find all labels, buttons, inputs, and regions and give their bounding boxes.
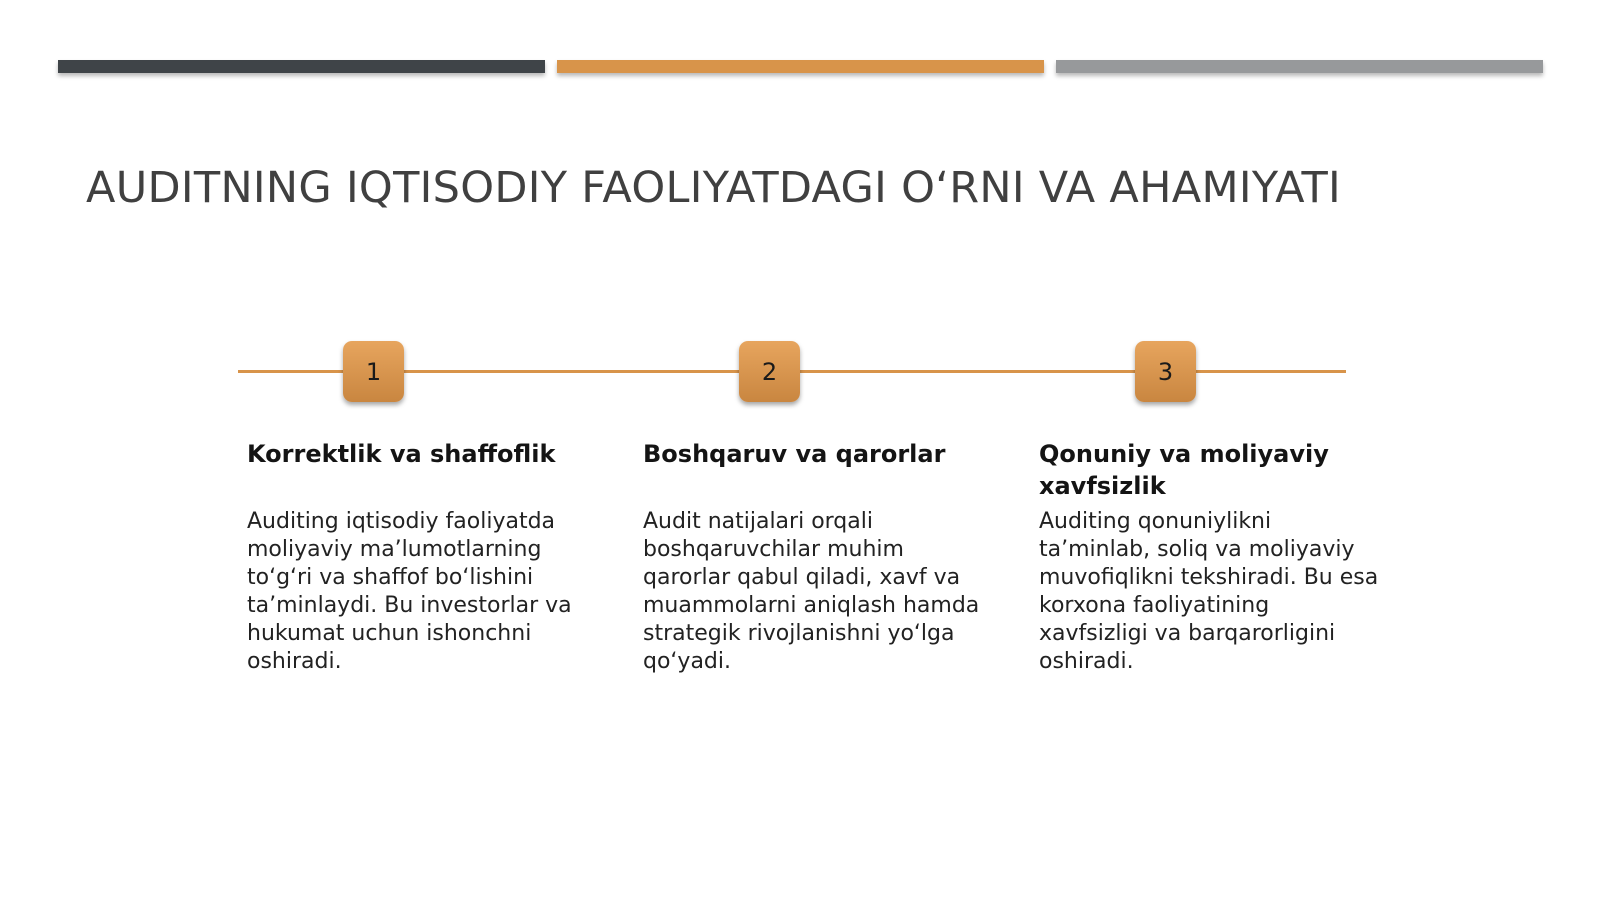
step-heading: Qonuniy va moliyaviy xavfsizlik	[1039, 440, 1329, 500]
step-description: Auditing qonuniylikni ta’minlab, soliq va moliyaviy muvofiqlikni tekshiradi. Bu esa korxona faoliyatining xavfsizligi va barqarorligini oshiradi.	[1039, 509, 1379, 674]
step-badge-3: 3	[1135, 341, 1196, 402]
step-badge-2: 2	[739, 341, 800, 402]
step-description: Audit natijalari orqali boshqaruvchilar muhim qarorlar qabul qiladi, xavf va muammolarni aniqlash hamda strategik rivojlanishni yo‘lga qo‘yadi.	[643, 509, 980, 674]
header-bar-gray	[1056, 60, 1543, 73]
header-bar-accent	[557, 60, 1044, 73]
step-description: Auditing iqtisodiy faoliyatda moliyaviy ma’lumotlarning to‘g‘ri va shaffof bo‘lishini ta’minlaydi. Bu investorlar va hukumat uchun ishonchni oshiradi.	[247, 509, 572, 674]
step-column-3	[1039, 438, 1379, 676]
step-badge-1: 1	[343, 341, 404, 402]
step-column-1	[247, 438, 587, 676]
step-heading: Boshqaruv va qarorlar	[643, 440, 946, 468]
slide-title: AUDITNING IQTISODIY FAOLIYATDAGI O‘RNI VA AHAMIYATI	[86, 163, 1342, 213]
step-heading: Korrektlik va shaffoflik	[247, 440, 556, 468]
step-column-2	[643, 438, 983, 676]
header-bar-dark	[58, 60, 545, 73]
